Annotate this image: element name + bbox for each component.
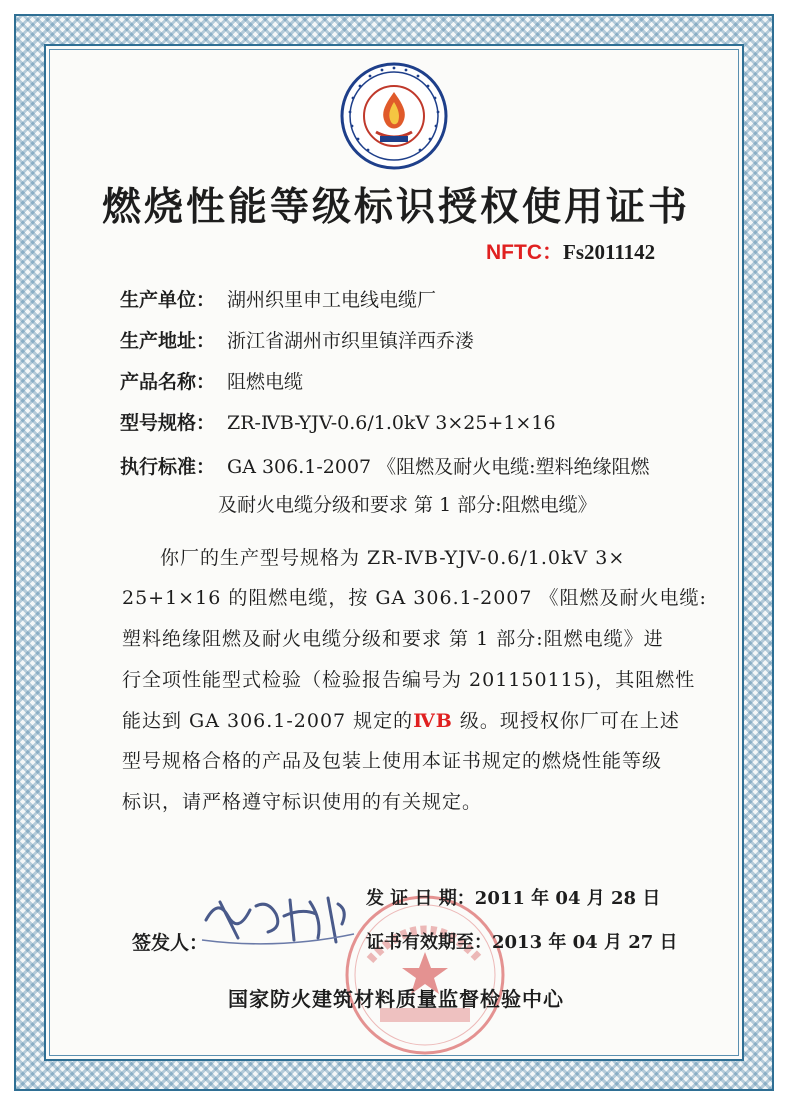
body-line-3: 塑料绝缘阻燃及耐火电缆分级和要求 第 1 部分:阻燃电缆》进 [122, 628, 664, 650]
certificate-number-prefix: NFTC： [486, 241, 563, 264]
model-value: ZR-ⅣB-YJV-0.6/1.0kV 3×25+1×16 [227, 412, 556, 434]
address-label: 生产地址： [120, 330, 216, 352]
body-line-1: 你厂的生产型号规格为 ZR-ⅣB-YJV-0.6/1.0kV 3× [160, 547, 626, 569]
model-label: 型号规格： [120, 412, 216, 434]
certification-emblem-logo [340, 62, 448, 170]
product-label: 产品名称： [120, 371, 216, 393]
body-line-5-pre: 能达到 GA 306.1-2007 规定的 [122, 710, 414, 732]
body-line-7: 标识，请严格遵守标识使用的有关规定。 [122, 791, 483, 813]
producer-label: 生产单位： [120, 289, 216, 311]
model-field [120, 408, 556, 435]
body-line-5 [122, 706, 680, 733]
certificate-title: 燃烧性能等级标识授权使用证书 [101, 185, 690, 230]
body-line-5-post: 级。现授权你厂可在上述 [452, 710, 680, 732]
standard-label: 执行标准： [120, 456, 216, 478]
standard-value: GA 306.1-2007 《阻燃及耐火电缆:塑料绝缘阻燃 [227, 456, 650, 478]
body-line-6: 型号规格合格的产品及包装上使用本证书规定的燃烧性能等级 [122, 750, 663, 772]
address-value: 浙江省湖州市织里镇洋西乔溇 [227, 330, 475, 352]
certificate-number-value: Fs2011142 [563, 240, 656, 264]
product-value: 阻燃电缆 [227, 371, 304, 393]
signer-label: 签发人： [132, 932, 209, 954]
body-line-2: 25+1×16 的阻燃电缆，按 GA 306.1-2007 《阻燃及耐火电缆: [122, 587, 707, 609]
certificate-number [486, 236, 655, 266]
body-line-4: 行全项性能型式检验（检验报告编号为 201150115)，其阻燃性 [122, 669, 696, 691]
standard-field [120, 452, 650, 479]
issuing-authority: 国家防火建筑材料质量监督检验中心 [228, 987, 564, 1011]
producer-value: 湖州织里申工电线电缆厂 [227, 289, 437, 311]
grade-value: ⅣB [413, 710, 453, 732]
handwritten-signature [198, 880, 358, 960]
issue-date: 发 证 日 期：2011 年 04 月 28 日 [366, 888, 661, 909]
official-seal-stamp [340, 890, 510, 1060]
valid-until-date: 证书有效期至：2013 年 04 月 27 日 [366, 932, 678, 953]
product-field [120, 367, 303, 394]
address-field [120, 326, 474, 353]
standard-value-continued: 及耐火电缆分级和要求 第 1 部分:阻燃电缆》 [218, 494, 597, 516]
producer-field [120, 285, 436, 312]
